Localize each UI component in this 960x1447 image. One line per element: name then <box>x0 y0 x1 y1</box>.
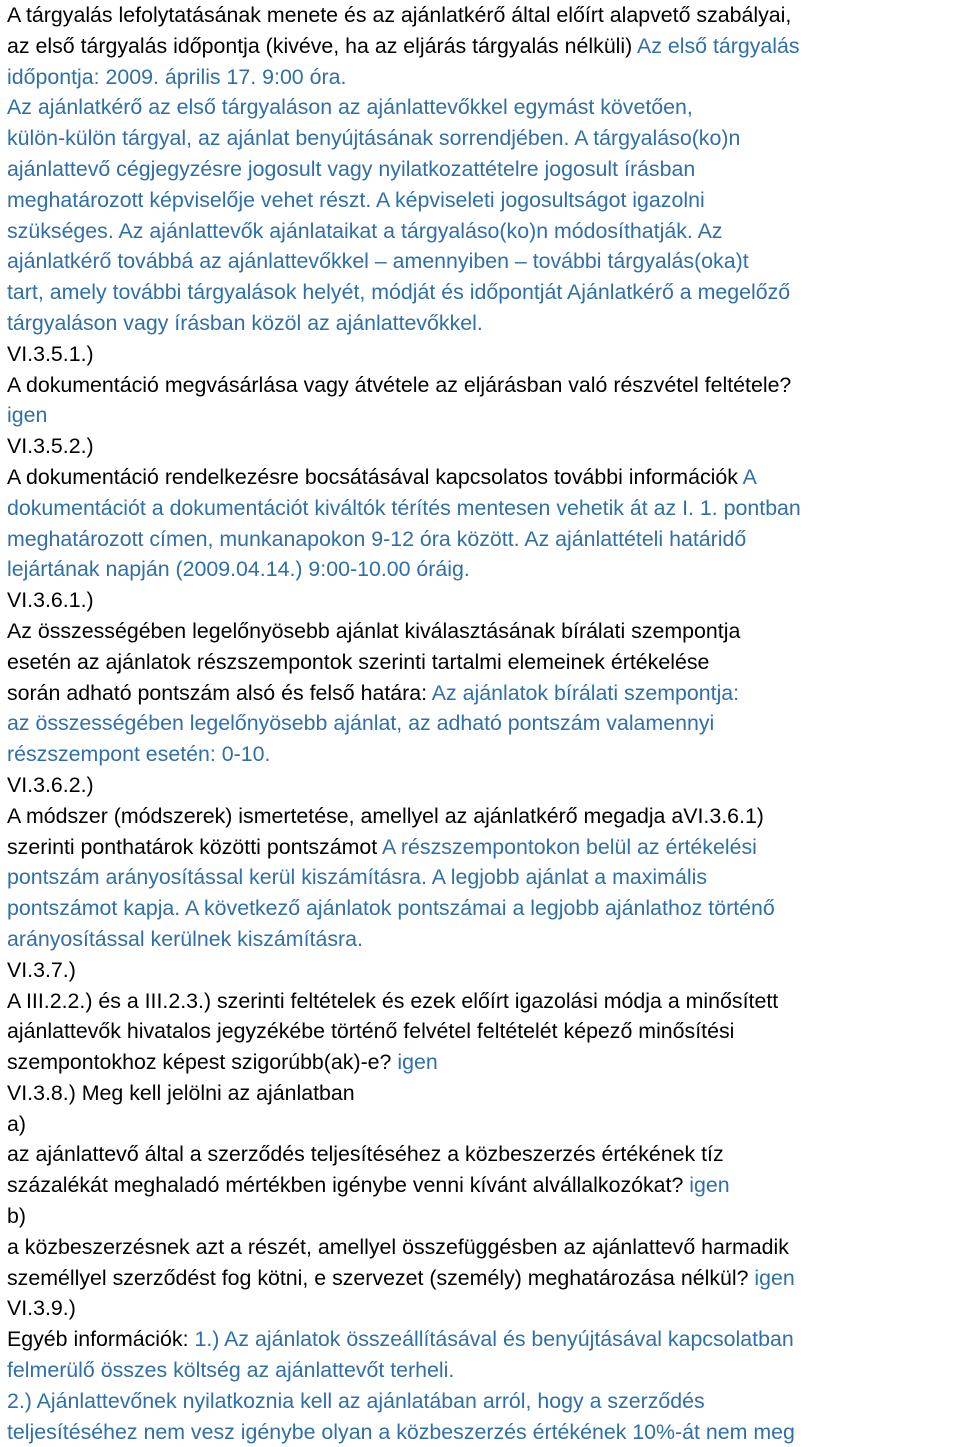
field-text: szerinti ponthatárok közötti pontszámot <box>7 834 382 859</box>
answer-text: meghatározott címen, munkanapokon 9-12 óra között. Az ajánlattételi határidő <box>7 526 747 551</box>
answer-text: 1.) Az ajánlatok összeállításával és benyújtásával kapcsolatban <box>194 1327 794 1352</box>
answer-text: tart, amely további tárgyalások helyét, módját és időpontját Ajánlatkérő a megelőző <box>7 280 791 305</box>
text-line <box>7 493 957 524</box>
field-text: ajánlattevők hivatalos jegyzékébe történő felvétel feltételét képező minősítési <box>7 1019 735 1044</box>
field-text: VI.3.7.) <box>7 957 76 982</box>
answer-text: ajánlatkérő továbbá az ajánlattevőkkel – amennyiben – további tárgyalás(oka)t <box>7 249 749 274</box>
text-line <box>7 1232 957 1263</box>
text-line <box>7 924 957 955</box>
text-line <box>7 770 957 801</box>
field-text: VI.3.6.1.) <box>7 588 94 613</box>
answer-text: igen <box>7 403 48 428</box>
field-text: VI.3.5.1.) <box>7 341 94 366</box>
field-text: b) <box>7 1204 26 1229</box>
text-line <box>7 1016 957 1047</box>
text-line <box>7 1417 957 1447</box>
answer-text: igen <box>689 1173 730 1198</box>
answer-text: pontszám arányosítással kerül kiszámításra. A legjobb ajánlat a maximális <box>7 865 707 890</box>
text-line <box>7 308 957 339</box>
text-line <box>7 585 957 616</box>
text-line <box>7 1324 957 1355</box>
answer-text: felmerülő összes költség az ajánlattevőt terheli. <box>7 1358 455 1383</box>
answer-text: külön-külön tárgyal, az ajánlat benyújtásának sorrendjében. A tárgyaláso(ko)n <box>7 126 741 151</box>
field-text: A III.2.2.) és a III.2.3.) szerinti feltételek és ezek előírt igazolási módja a minősített <box>7 988 779 1013</box>
text-line <box>7 92 957 123</box>
answer-text: időpontja: 2009. április 17. 9:00 óra. <box>7 64 347 89</box>
text-line <box>7 739 957 770</box>
text-line <box>7 1355 957 1386</box>
text-line <box>7 1170 957 1201</box>
answer-text: teljesítéséhez nem vesz igénybe olyan a közbeszerzés értékének 10%-át nem meg <box>7 1419 795 1444</box>
answer-text: arányosítással kerülnek kiszámításra. <box>7 926 363 951</box>
text-line <box>7 1293 957 1324</box>
text-line <box>7 400 957 431</box>
answer-text: pontszámot kapja. A következő ajánlatok pontszámai a legjobb ajánlathoz történő <box>7 896 775 921</box>
answer-text: Az ajánlatok bírálati szempontja: <box>431 680 740 705</box>
answer-text: részszempont esetén: 0-10. <box>7 742 271 767</box>
text-line <box>7 123 957 154</box>
text-line <box>7 678 957 709</box>
field-text: százalékát meghaladó mértékben igénybe venni kívánt alvállalkozókat? <box>7 1173 690 1198</box>
text-line <box>7 955 957 986</box>
answer-text: igen <box>754 1265 795 1290</box>
answer-text: igen <box>397 1050 438 1075</box>
answer-text: Az ajánlatkérő az első tárgyaláson az ajánlattevőkkel egymást követően, <box>7 95 693 120</box>
text-line <box>7 1263 957 1294</box>
text-line <box>7 1078 957 1109</box>
text-line <box>7 1139 957 1170</box>
text-line <box>7 62 957 93</box>
field-text: VI.3.5.2.) <box>7 434 94 459</box>
field-text: A dokumentáció megvásárlása vagy átvétele az eljárásban való részvétel feltétele? <box>7 372 792 397</box>
text-line <box>7 431 957 462</box>
answer-text: ajánlattevő cégjegyzésre jogosult vagy nyilatkozattételre jogosult írásban <box>7 156 696 181</box>
field-text: esetén az ajánlatok részszempontok szerinti tartalmi elemeinek értékelése <box>7 649 710 674</box>
field-text: A módszer (módszerek) ismertetése, amellyel az ajánlatkérő megadja aVI.3.6.1) <box>7 803 764 828</box>
answer-text: A részszempontokon belül az értékelési <box>381 834 757 859</box>
field-text: a) <box>7 1111 26 1136</box>
field-text: VI.3.9.) <box>7 1296 76 1321</box>
answer-text: szükséges. Az ajánlattevők ajánlataikat a tárgyaláso(ko)n módosíthatják. Az <box>7 218 723 243</box>
field-text: személlyel szerződést fog kötni, e szervezet (személy) meghatározása nélkül? <box>7 1265 755 1290</box>
answer-text: dokumentációt a dokumentációt kiváltók térítés mentesen vehetik át az I. 1. pontban <box>7 495 801 520</box>
text-line <box>7 154 957 185</box>
text-line <box>7 1201 957 1232</box>
text-line <box>7 862 957 893</box>
field-text: az első tárgyalás időpontja (kivéve, ha az eljárás tárgyalás nélküli) <box>7 33 638 58</box>
field-text: Egyéb információk: <box>7 1327 195 1352</box>
field-text: VI.3.6.2.) <box>7 772 94 797</box>
answer-text: az összességében legelőnyösebb ajánlat, az adható pontszám valamennyi <box>7 711 715 736</box>
field-text: az ajánlattevő által a szerződés teljesítéséhez a közbeszerzés értékének tíz <box>7 1142 724 1167</box>
text-line <box>7 832 957 863</box>
field-text: szempontokhoz képest szigorúbb(ak)-e? <box>7 1050 398 1075</box>
field-text: A tárgyalás lefolytatásának menete és az ajánlatkérő által előírt alapvető szabályai, <box>7 3 792 27</box>
text-line <box>7 1047 957 1078</box>
text-line <box>7 524 957 555</box>
text-line <box>7 986 957 1017</box>
text-line <box>7 893 957 924</box>
answer-text: 2.) Ajánlattevőnek nyilatkoznia kell az ajánlatában arról, hogy a szerződés <box>7 1388 705 1413</box>
text-line <box>7 246 957 277</box>
text-line <box>7 708 957 739</box>
field-text: A dokumentáció rendelkezésre bocsátásával kapcsolatos további információk <box>7 464 743 489</box>
field-text: VI.3.8.) Meg kell jelölni az ajánlatban <box>7 1080 355 1105</box>
text-line <box>7 1109 957 1140</box>
field-text: Az összességében legelőnyösebb ajánlat kiválasztásának bírálati szempontja <box>7 618 741 643</box>
text-line <box>7 216 957 247</box>
text-line <box>7 370 957 401</box>
text-line <box>7 31 957 62</box>
text-line <box>7 339 957 370</box>
field-text: a közbeszerzésnek azt a részét, amellyel összefüggésben az ajánlattevő harmadik <box>7 1234 789 1259</box>
text-line <box>7 0 957 31</box>
answer-text: tárgyaláson vagy írásban közöl az ajánlattevőkkel. <box>7 310 483 335</box>
text-line <box>7 277 957 308</box>
text-line <box>7 185 957 216</box>
text-line <box>7 462 957 493</box>
field-text: során adható pontszám alsó és felső határa: <box>7 680 432 705</box>
answer-text: A <box>742 464 757 489</box>
text-line <box>7 1386 957 1417</box>
document-page <box>7 0 959 1447</box>
text-line <box>7 554 957 585</box>
text-line <box>7 801 957 832</box>
answer-text: lejártának napján (2009.04.14.) 9:00-10.00 óráig. <box>7 557 470 582</box>
text-line <box>7 616 957 647</box>
answer-text: Az első tárgyalás <box>637 33 800 58</box>
answer-text: meghatározott képviselője vehet részt. A képviseleti jogosultságot igazolni <box>7 187 705 212</box>
text-line <box>7 647 957 678</box>
